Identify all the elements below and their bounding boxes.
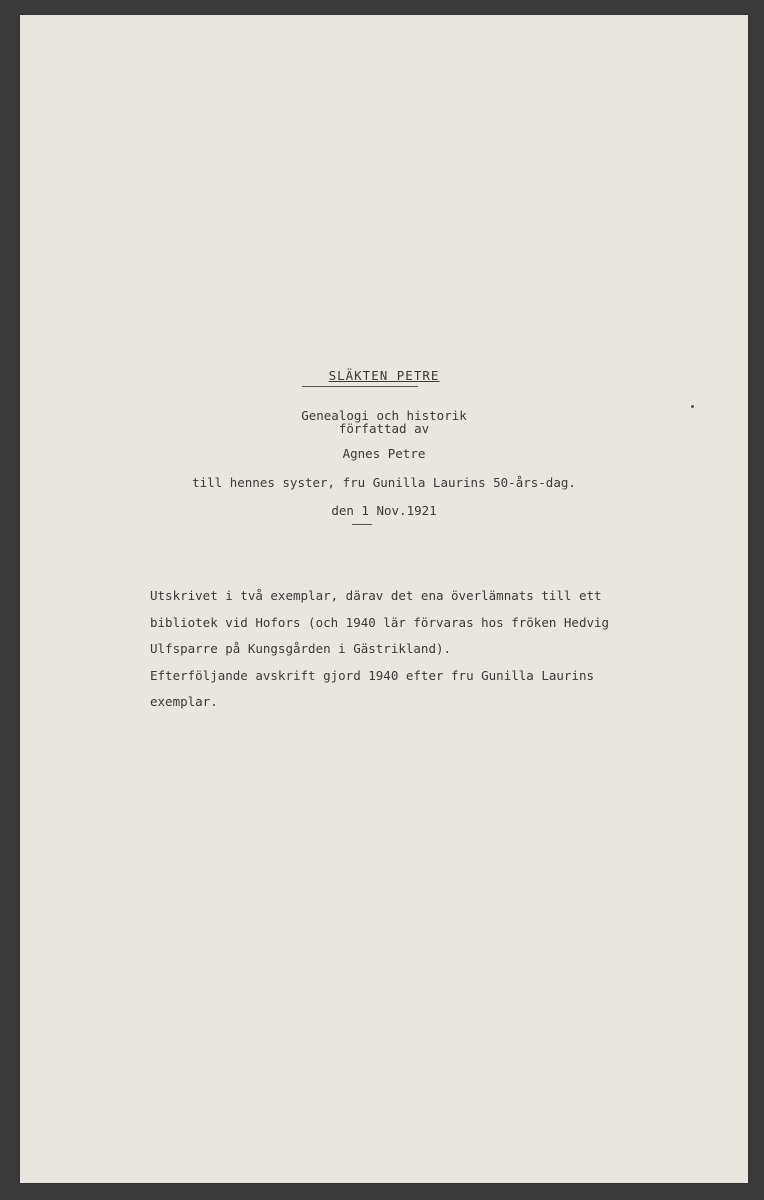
body-line: bibliotek vid Hofors (och 1940 lär förvaras hos fröken Hedvig (150, 614, 610, 630)
body-line: Efterföljande avskrift gjord 1940 efter fru Gunilla Laurins (150, 667, 595, 683)
document-title: SLÄKTEN PETRE (328, 368, 440, 383)
document-date: den 1 Nov.1921 (331, 503, 437, 518)
body-paragraph (150, 583, 710, 716)
author-name: Agnes Petre (342, 446, 426, 461)
ink-speck (691, 405, 694, 408)
dedication-line: till hennes syster, fru Gunilla Laurins 50-års-dag. (192, 475, 576, 490)
date-divider (352, 524, 372, 525)
body-line: exemplar. (150, 694, 218, 709)
document-page (20, 15, 748, 1183)
title-divider (302, 386, 418, 387)
subtitle-line-1: Genealogi och historik (301, 408, 467, 423)
body-line: Utskrivet i två exemplar, därav det ena överlämnats till ett (150, 588, 602, 603)
body-line: Ulfsparre på Kungsgården i Gästrikland). (150, 641, 452, 656)
subtitle-line-2: författad av (338, 421, 430, 436)
